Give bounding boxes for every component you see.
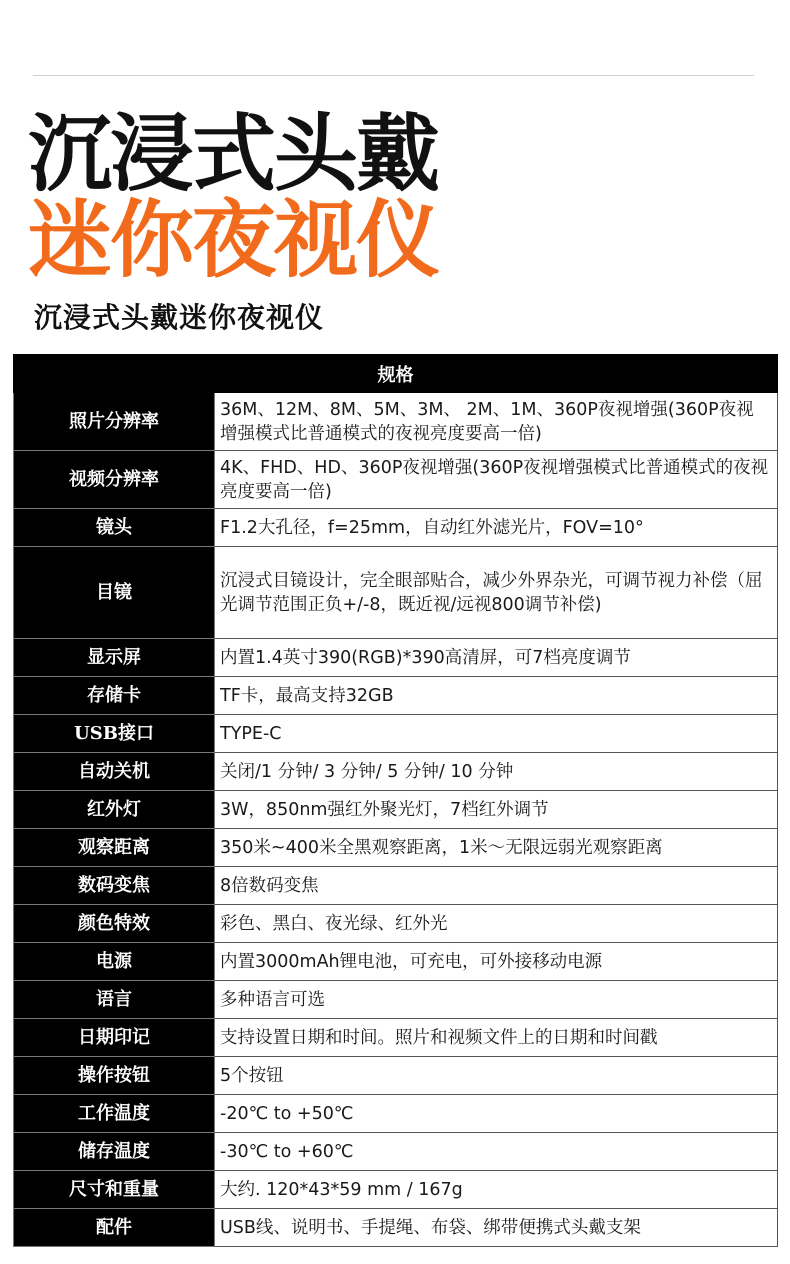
table-row bbox=[14, 753, 778, 791]
table-row bbox=[14, 1209, 778, 1247]
spec-value: 8倍数码变焦 bbox=[215, 867, 778, 905]
table-row bbox=[14, 829, 778, 867]
spec-value: TYPE-C bbox=[215, 715, 778, 753]
table-row bbox=[14, 1133, 778, 1171]
spec-label: 工作温度 bbox=[14, 1095, 215, 1133]
title-line-2: 迷你夜视仪 bbox=[28, 191, 439, 289]
table-row bbox=[14, 905, 778, 943]
spec-value: 支持设置日期和时间。照片和视频文件上的日期和时间戳 bbox=[215, 1019, 778, 1057]
spec-value: 5个按钮 bbox=[215, 1057, 778, 1095]
top-divider bbox=[33, 75, 754, 76]
spec-label: 镜头 bbox=[14, 509, 215, 547]
table-row bbox=[14, 715, 778, 753]
spec-table-header-row bbox=[14, 355, 778, 393]
spec-label: 数码变焦 bbox=[14, 867, 215, 905]
table-row bbox=[14, 1171, 778, 1209]
spec-value: F1.2大孔径，f=25mm，自动红外滤光片，FOV=10° bbox=[215, 509, 778, 547]
table-row bbox=[14, 1019, 778, 1057]
table-row bbox=[14, 1057, 778, 1095]
spec-value: -30℃ to +60℃ bbox=[215, 1133, 778, 1171]
spec-label: 尺寸和重量 bbox=[14, 1171, 215, 1209]
spec-label: USB接口 bbox=[14, 715, 215, 753]
table-row bbox=[14, 1095, 778, 1133]
spec-label: 电源 bbox=[14, 943, 215, 981]
spec-value: 关闭/1 分钟/ 3 分钟/ 5 分钟/ 10 分钟 bbox=[215, 753, 778, 791]
table-row bbox=[14, 509, 778, 547]
spec-value: 多种语言可选 bbox=[215, 981, 778, 1019]
spec-value: 内置1.4英寸390(RGB)*390高清屏，可7档亮度调节 bbox=[215, 639, 778, 677]
spec-label: 日期印记 bbox=[14, 1019, 215, 1057]
spec-label: 红外灯 bbox=[14, 791, 215, 829]
spec-label: 照片分辨率 bbox=[14, 393, 215, 451]
spec-label: 显示屏 bbox=[14, 639, 215, 677]
spec-value: 3W，850nm强红外聚光灯，7档红外调节 bbox=[215, 791, 778, 829]
table-row bbox=[14, 393, 778, 451]
spec-value: 彩色、黑白、夜光绿、红外光 bbox=[215, 905, 778, 943]
table-row bbox=[14, 451, 778, 509]
spec-value: 沉浸式目镜设计，完全眼部贴合，减少外界杂光，可调节视力补偿（屈光调节范围正负+/-8，既近视/远视800调节补偿) bbox=[215, 547, 778, 639]
spec-label: 视频分辨率 bbox=[14, 451, 215, 509]
spec-label: 操作按钮 bbox=[14, 1057, 215, 1095]
spec-table bbox=[13, 354, 778, 1247]
table-row bbox=[14, 547, 778, 639]
spec-label: 自动关机 bbox=[14, 753, 215, 791]
table-row bbox=[14, 639, 778, 677]
spec-value: 内置3000mAh锂电池，可充电，可外接移动电源 bbox=[215, 943, 778, 981]
spec-label: 颜色特效 bbox=[14, 905, 215, 943]
title-line-1: 沉浸式头戴 bbox=[28, 105, 439, 203]
spec-value: 36M、12M、8M、5M、3M、 2M、1M、360P夜视增强(360P夜视增强模式比普通模式的夜视亮度要高一倍) bbox=[215, 393, 778, 451]
spec-value: 350米~400米全黑观察距离，1米～无限远弱光观察距离 bbox=[215, 829, 778, 867]
spec-label: 目镜 bbox=[14, 547, 215, 639]
spec-value: USB线、说明书、手提绳、布袋、绑带便携式头戴支架 bbox=[215, 1209, 778, 1247]
spec-label: 语言 bbox=[14, 981, 215, 1019]
spec-label: 观察距离 bbox=[14, 829, 215, 867]
table-row bbox=[14, 943, 778, 981]
table-row bbox=[14, 791, 778, 829]
spec-label: 存储卡 bbox=[14, 677, 215, 715]
spec-value: 4K、FHD、HD、360P夜视增强(360P夜视增强模式比普通模式的夜视亮度要高一倍) bbox=[215, 451, 778, 509]
spec-table-heading: 规格 bbox=[14, 355, 778, 393]
spec-value: -20℃ to +50℃ bbox=[215, 1095, 778, 1133]
table-row bbox=[14, 677, 778, 715]
table-row bbox=[14, 867, 778, 905]
spec-value: 大约. 120*43*59 mm / 167g bbox=[215, 1171, 778, 1209]
spec-label: 配件 bbox=[14, 1209, 215, 1247]
product-subtitle: 沉浸式头戴迷你夜视仪 bbox=[34, 301, 325, 334]
spec-value: TF卡，最高支持32GB bbox=[215, 677, 778, 715]
table-row bbox=[14, 981, 778, 1019]
spec-label: 储存温度 bbox=[14, 1133, 215, 1171]
